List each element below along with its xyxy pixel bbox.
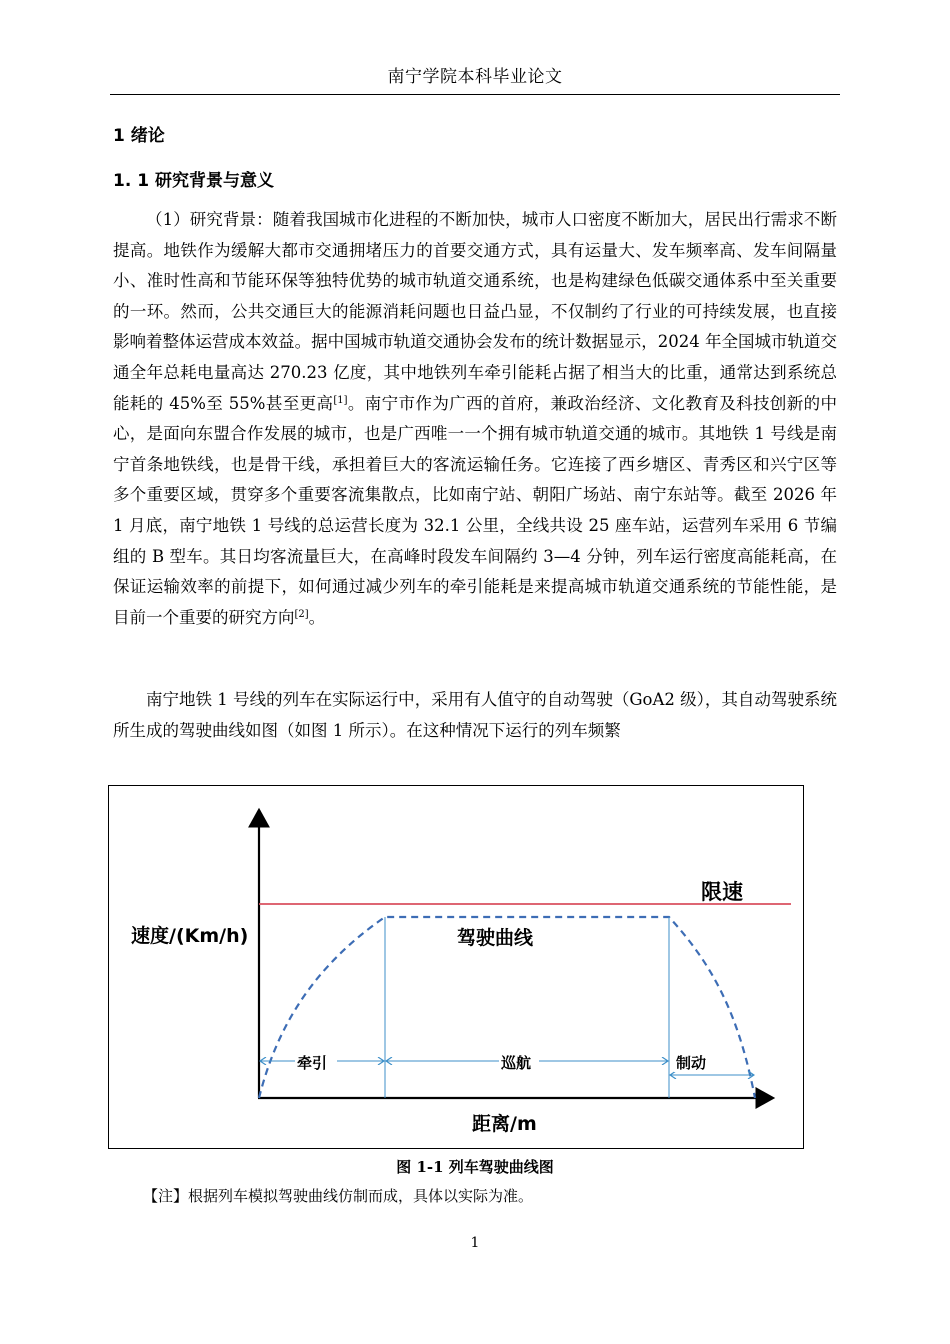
figure-frame [108,785,804,1149]
page-header-title: 南宁学院本科毕业论文 [387,67,563,87]
header-rule [110,94,840,95]
driving-curve-diagram [109,786,805,1150]
paragraph-1-text-a: （1）研究背景：随着我国城市化进程的不断加快，城市人口密度不断加大，居民出行需求不断提高。地铁作为缓解大都市交通拥堵压力的首要交通方式，具有运量大、发车频率高、发车间隔量小、准时性高和节能环保等独特优势的城市轨道交通系统，也是构建绿色低碳交通体系中至关重要的一环。然而，公共交通巨大的能源消耗问题也日益凸显，不仅制约了行业的可持续发展，也直接影响着整体运营成本效益。据中国城市轨道交通协会发布的统计数据显示，2024 年全国城市轨道交通全年总耗电量高达 270.23 亿度，其中地铁列车牵引能耗占据了相当大的比重，通常达到系统总能耗的 45%至 55%甚至更高 [113,210,837,413]
phase-label-braking: 制动 [676,1054,707,1072]
citation-2: [2] [294,608,309,620]
body-paragraph-2: 南宁地铁 1 号线的列车在实际运行中，采用有人值守的自动驾驶（GoA2 级），其自动驾驶系统所生成的驾驶曲线如图（如图 1 所示）。在这种情况下运行的列车频繁 [113,690,837,740]
page-number: 1 [470,1235,480,1251]
x-axis-label: 距离/m [472,1113,537,1135]
paragraph-1-text-b: 。南宁市作为广西的首府，兼政治经济、文化教育及科技创新的中心，是面向东盟合作发展的城市，也是广西唯一一个拥有城市轨道交通的城市。其地铁 1 号线是南宁首条地铁线，也是骨干线，承担着巨大的客流运输任务。它连接了西乡塘区、青秀区和兴宁区等多个重要区域，贯穿多个重要客流集散点，比如南宁站、朝阳广场站、南宁东站等。截至 2026 年 1 月底，南宁地铁 1 号线的总运营长度为 32.1 公里，全线共设 25 座车站，运营列车采用 6 节编组的 B 型车。其日均客流量巨大，在高峰时段发车间隔约 3—4 分钟，列车运行密度高能耗高，在保证运输效率的前提下，如何通过减少列车的牵引能耗是来提高城市轨道交通系统的节能性能，是目前一个重要的研究方向 [113,393,837,627]
paragraph-1-text-end: 。 [308,607,326,627]
body-paragraph-1 [113,205,837,633]
speed-limit-label: 限速 [701,880,743,904]
phase-label-traction: 牵引 [297,1054,328,1072]
phase-label-cruise: 巡航 [501,1054,532,1072]
citation-1: [1] [333,394,348,406]
section-heading: 1 绪论 [113,126,165,146]
driving-curve-label: 驾驶曲线 [457,927,534,949]
figure-note: 【注】根据列车模拟驾驶曲线仿制而成，具体以实际为准。 [143,1187,534,1205]
figure-caption: 图 1-1 列车驾驶曲线图 [396,1158,554,1176]
subsection-heading: 1. 1 研究背景与意义 [113,171,274,191]
y-axis-label: 速度/(Km/h) [131,925,249,947]
